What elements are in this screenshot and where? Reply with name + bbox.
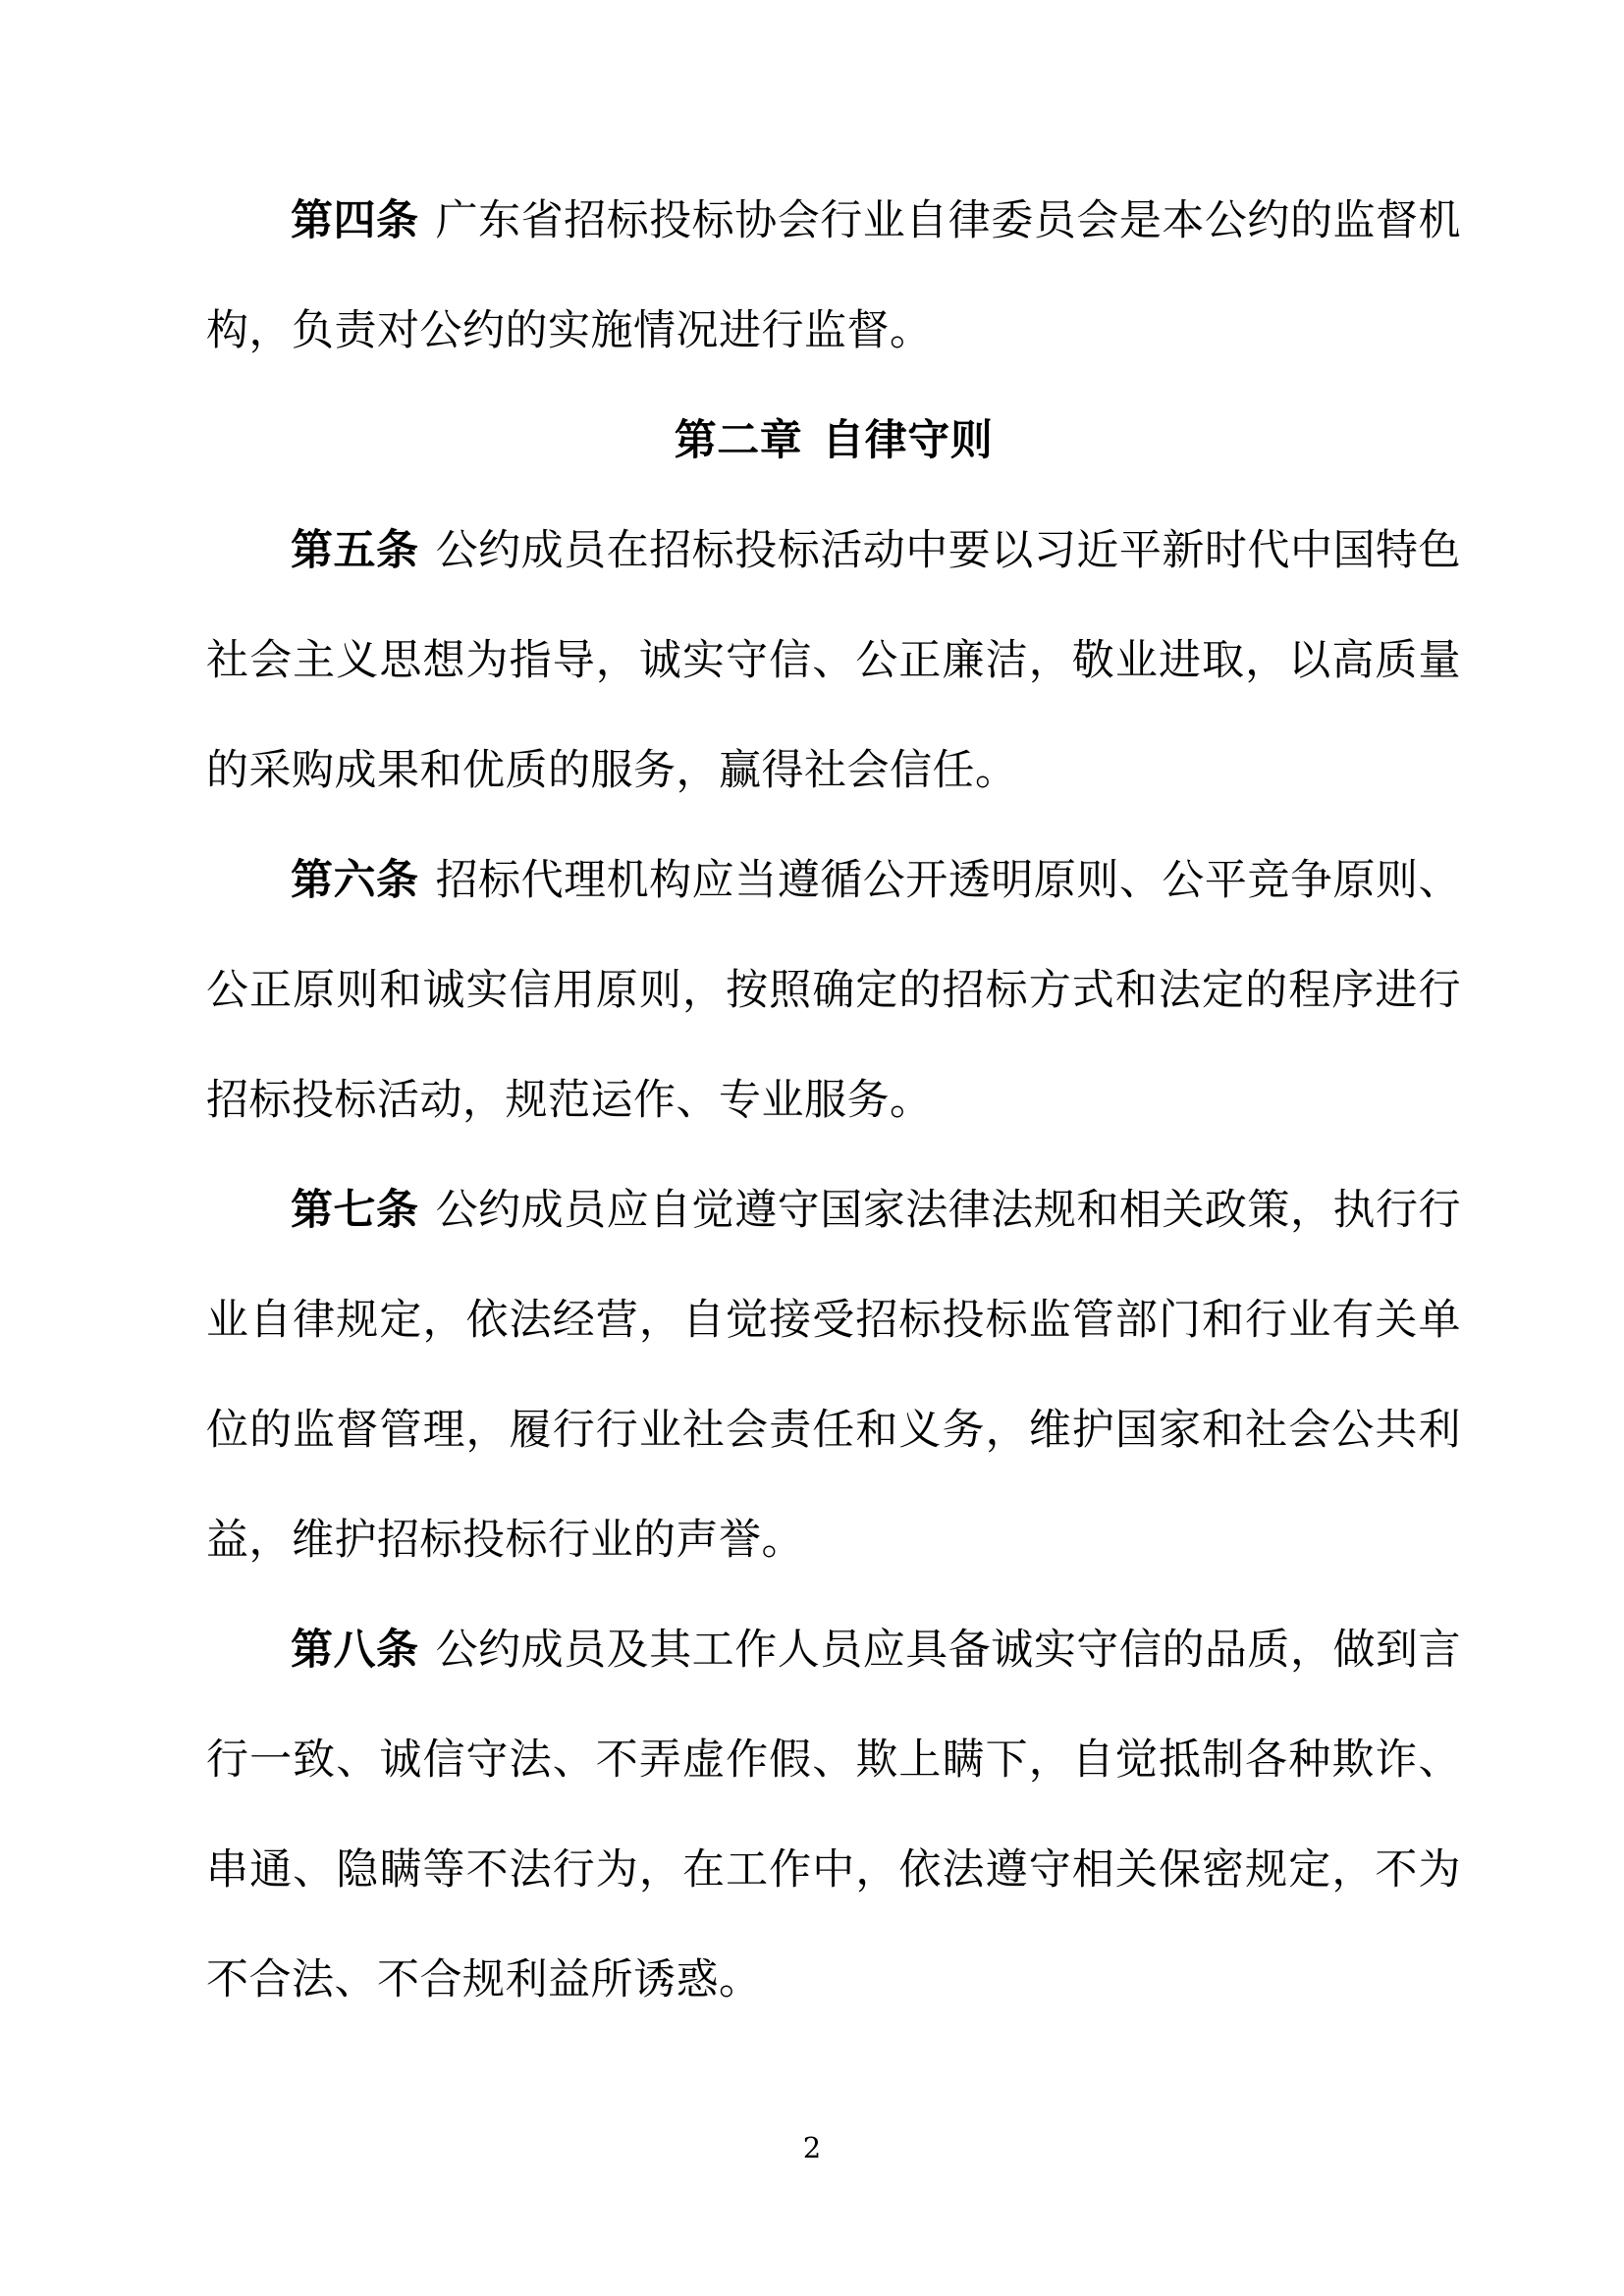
article-text: 招标代理机构应当遵循公开透明原则、公平竞争原则、公正原则和诚实信用原则，按照确定的招标方式和法定的程序进行招标投标活动，规范运作、专业服务。	[206, 856, 1462, 1125]
document-body	[206, 166, 1461, 2035]
chapter-label: 第二章	[674, 416, 803, 465]
article-paragraph	[206, 1155, 1461, 1595]
article-paragraph	[206, 826, 1461, 1155]
article-text: 公约成员及其工作人员应具备诚实守信的品质，做到言行一致、诚信守法、不弄虚作假、欺上瞒下，自觉抵制各种欺诈、串通、隐瞒等不法行为，在工作中，依法遵守相关保密规定，不为不合法、不合规利益所诱惑。	[206, 1626, 1462, 2004]
article-text: 广东省招标投标协会行业自律委员会是本公约的监督机构，负责对公约的实施情况进行监督。	[206, 196, 1462, 355]
article-label: 第六条	[291, 856, 419, 905]
article-label: 第四条	[291, 196, 419, 245]
chapter-title: 自律守则	[822, 416, 994, 465]
article-paragraph	[206, 496, 1461, 826]
article-paragraph	[206, 1595, 1461, 2035]
article-label: 第七条	[291, 1186, 419, 1235]
article-label: 第八条	[291, 1626, 419, 1675]
article-label: 第五条	[291, 526, 419, 575]
article-text: 公约成员在招标投标活动中要以习近平新时代中国特色社会主义思想为指导，诚实守信、公正廉洁，敬业进取，以高质量的采购成果和优质的服务，赢得社会信任。	[206, 526, 1462, 795]
article-paragraph	[206, 166, 1461, 386]
article-text: 公约成员应自觉遵守国家法律法规和相关政策，执行行业自律规定，依法经营，自觉接受招标投标监管部门和行业有关单位的监督管理，履行行业社会责任和义务，维护国家和社会公共利益，维护招标投标行业的声誉。	[206, 1186, 1462, 1565]
page-number: 2	[802, 2131, 822, 2164]
chapter-heading	[206, 386, 1461, 496]
